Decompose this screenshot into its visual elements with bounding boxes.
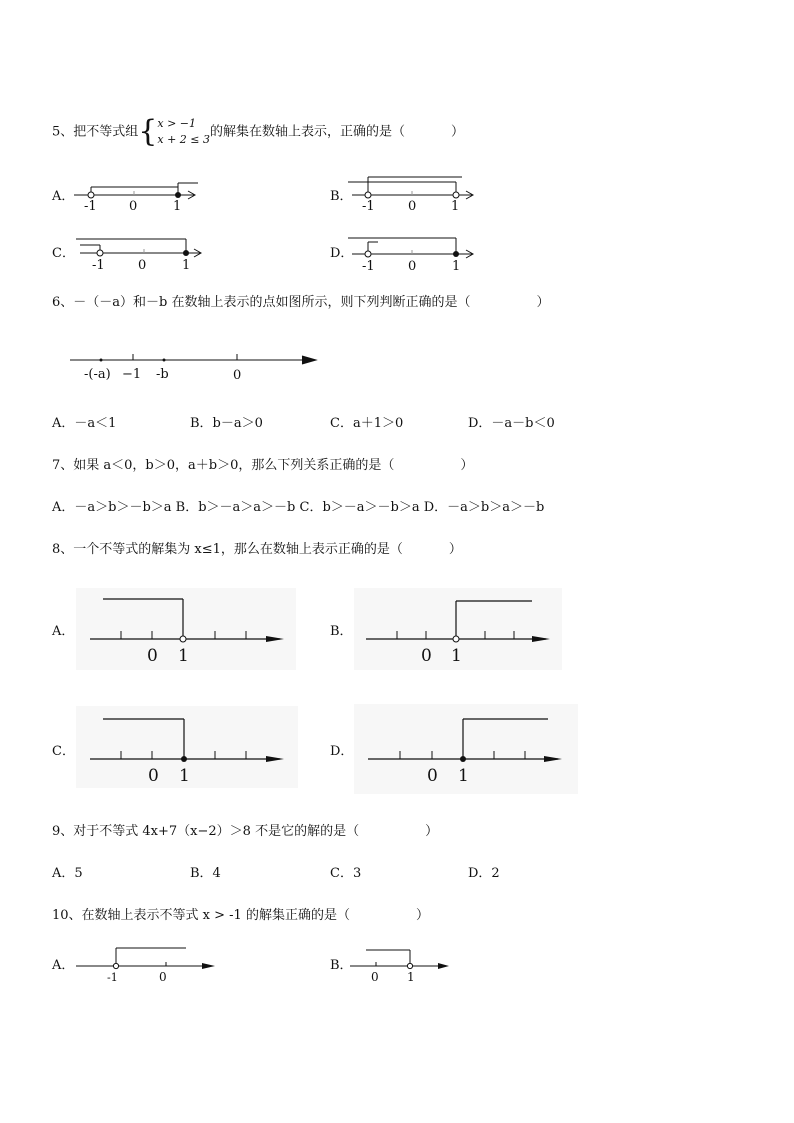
tick-label: 0 [138, 258, 147, 273]
question-6-stem [52, 295, 550, 311]
question-9-stem [52, 824, 438, 840]
q8-option-c-label: C． [52, 744, 75, 759]
tick-label: 0 [408, 259, 417, 274]
tick-label: 1 [451, 199, 460, 214]
tick-label: 1 [458, 766, 469, 786]
q6-text: 6、－（－a）和－b 在数轴上表示的点如图所示，则下列判断正确的是（ [52, 295, 471, 310]
q5-close: ） [451, 124, 465, 140]
tick-label: 0 [159, 970, 167, 984]
question-7-stem [52, 458, 473, 474]
q5-option-a-numberline [70, 175, 210, 215]
q8-close: ） [448, 542, 462, 557]
tick-label: 0 [427, 766, 438, 786]
question-8-stem [52, 542, 462, 558]
q8-option-a-label: A． [52, 624, 75, 639]
point-label-neg-b: -b [156, 367, 169, 382]
q8-option-c-numberline [88, 715, 288, 790]
tick-label: 0 [147, 646, 158, 666]
q9-option-d[interactable]: D．2 [468, 866, 500, 881]
q10-option-b-numberline [350, 944, 460, 984]
q8-option-d-label: D． [330, 744, 354, 759]
q6-option-c[interactable]: C．a＋1＞0 [330, 416, 404, 431]
question-10-stem [52, 908, 429, 924]
tick-label: 0 [421, 646, 432, 666]
q9-option-b[interactable]: B．4 [190, 866, 221, 881]
q10-option-a-label: A． [52, 958, 75, 973]
tick-label: -1 [362, 259, 375, 274]
q8-option-b-label: B． [330, 624, 353, 639]
q9-text: 9、对于不等式 4x+7（x−2）＞8 不是它的解的是（ [52, 824, 360, 839]
q9-close: ） [425, 824, 439, 839]
q6-option-d[interactable]: D．－a－b＜0 [468, 416, 555, 431]
inequality-2: x + 2 ≤ 3 [157, 133, 210, 146]
q5-prefix: 5、把不等式组 [52, 124, 139, 140]
tick-label: -1 [92, 258, 105, 273]
q7-text: 7、如果 a＜0，b＞0，a＋b＞0，那么下列关系正确的是（ [52, 458, 395, 473]
tick-label: -1 [84, 199, 97, 214]
q5-option-b-numberline [348, 175, 488, 215]
inequality-1: x > −1 [157, 117, 197, 130]
q10-text: 10、在数轴上表示不等式 x > -1 的解集正确的是（ [52, 908, 350, 923]
q8-text: 8、一个不等式的解集为 x≤1，那么在数轴上表示正确的是（ [52, 542, 403, 557]
inequality-system [157, 116, 210, 148]
q5-option-c-numberline [76, 233, 216, 273]
q10-option-b-label: B． [330, 958, 353, 973]
tick-label-neg1: −1 [122, 367, 142, 382]
q10-close: ） [415, 908, 429, 923]
tick-label-zero: 0 [233, 368, 242, 383]
tick-label: 1 [178, 646, 189, 666]
q10-option-a-numberline [76, 944, 226, 984]
q7-close: ） [460, 458, 474, 473]
q6-numberline [70, 348, 330, 388]
tick-label: 1 [407, 970, 415, 984]
q6-option-b[interactable]: B．b－a＞0 [190, 416, 263, 431]
q7-options: A．－a＞b＞－b＞a B．b＞－a＞a＞－b C．b＞－a＞－b＞a D．－a＞b＞a＞－b [52, 500, 545, 515]
tick-label: 0 [148, 766, 159, 786]
q9-option-a[interactable]: A．5 [52, 866, 83, 881]
q5-suffix: 的解集在数轴上表示，正确的是（ [210, 124, 406, 140]
question-5-stem [52, 116, 464, 148]
tick-label: 1 [179, 766, 190, 786]
q5-option-a-label: A． [52, 189, 75, 204]
tick-label: 0 [408, 199, 417, 214]
q9-option-c[interactable]: C．3 [330, 866, 362, 881]
q8-option-d-numberline [366, 715, 576, 790]
tick-label: -1 [107, 971, 118, 984]
tick-label: 1 [173, 199, 182, 214]
tick-label: 1 [451, 646, 462, 666]
q6-close: ） [536, 295, 550, 310]
q5-option-b-label: B． [330, 189, 353, 204]
tick-label: 1 [452, 259, 461, 274]
tick-label: 1 [182, 258, 191, 273]
tick-label: 0 [129, 199, 138, 214]
q5-option-c-label: C． [52, 246, 75, 261]
q8-option-a-numberline [88, 595, 288, 670]
tick-label: 0 [371, 970, 379, 984]
point-label-neg-neg-a: -(-a) [84, 367, 111, 382]
q8-option-b-numberline [364, 595, 564, 670]
q5-option-d-label: D． [330, 246, 354, 261]
tick-label: -1 [362, 199, 375, 214]
system-brace: { [138, 114, 158, 149]
q6-option-a[interactable]: A．－a＜1 [52, 416, 117, 431]
q5-option-d-numberline [348, 234, 488, 274]
